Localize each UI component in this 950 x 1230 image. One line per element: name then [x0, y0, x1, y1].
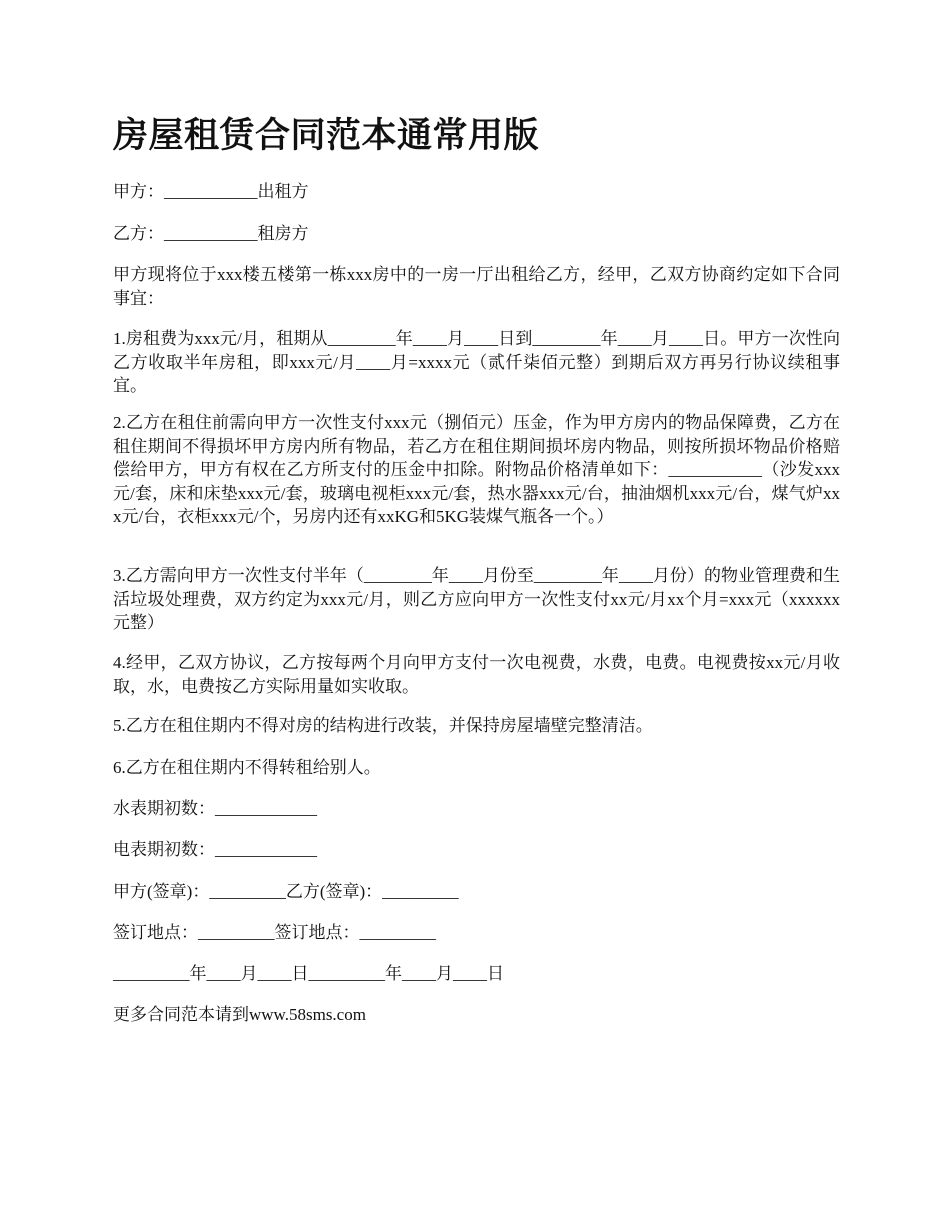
clause-3: 3.乙方需向甲方一次性支付半年（________年____月份至________年____月份）的物业管理费和生活垃圾处理费，双方约定为xxx元/月，则乙方应向甲方一次性支付xx元/月xx个月=xxx元（xxxxxx元整） — [113, 566, 840, 632]
clause-1: 1.房租费为xxx元/月，租期从________年____月____日到________年____月____日。甲方一次性向乙方收取半年房租，即xxx元/月____月=xxxx元（贰仟柒佰元整）到期后双方再另行协议续租事宜。 — [113, 329, 840, 395]
clause-4: 4.经甲，乙双方协议，乙方按每两个月向甲方支付一次电视费，水费，电费。电视费按xx元/月收取，水，电费按乙方实际用量如实收取。 — [113, 653, 840, 696]
clause-6: 6.乙方在租住期内不得转租给别人。 — [113, 758, 381, 777]
clause-2: 2.乙方在租住前需向甲方一次性支付xxx元（捌佰元）压金，作为甲方房内的物品保障费，乙方在租住期间不得损坏甲方房内所有物品，若乙方在租住期间损坏房内物品，则按所损坏物品价格赔偿给甲方，甲方有权在乙方所支付的压金中扣除。附物品价格清单如下：___________（沙发xxx元/套，床和床垫xxx元/套，玻璃电视柜xxx元/套，热水器xxx元/台，抽油烟机xxx元/台，煤气炉xxx元/台，衣柜xxx元/个，另房内还有xxKG和5KG装煤气瓶各一个。） — [113, 413, 840, 526]
party-a-line: 甲方：___________出租方 — [113, 182, 309, 201]
sign-date-line: _________年____月____日_________年____月____日 — [113, 964, 504, 983]
party-b-line: 乙方：___________租房方 — [113, 224, 309, 243]
water-meter-field: 水表期初数：____________ — [113, 799, 317, 818]
footer-link-text: 更多合同范本请到www.58sms.com — [113, 1005, 366, 1024]
clause-5: 5.乙方在租住期内不得对房的结构进行改装，并保持房屋墙壁完整清洁。 — [113, 716, 653, 735]
electric-meter-field: 电表期初数：____________ — [113, 840, 317, 859]
document-title: 房屋租赁合同范本通常用版 — [113, 116, 540, 155]
sign-place-line: 签订地点：_________签订地点：_________ — [113, 923, 436, 942]
signature-line: 甲方(签章)：_________乙方(签章)：_________ — [113, 882, 459, 901]
intro-paragraph: 甲方现将位于xxx楼五楼第一栋xxx房中的一房一厅出租给乙方，经甲，乙双方协商约定如下合同事宜： — [113, 265, 840, 308]
